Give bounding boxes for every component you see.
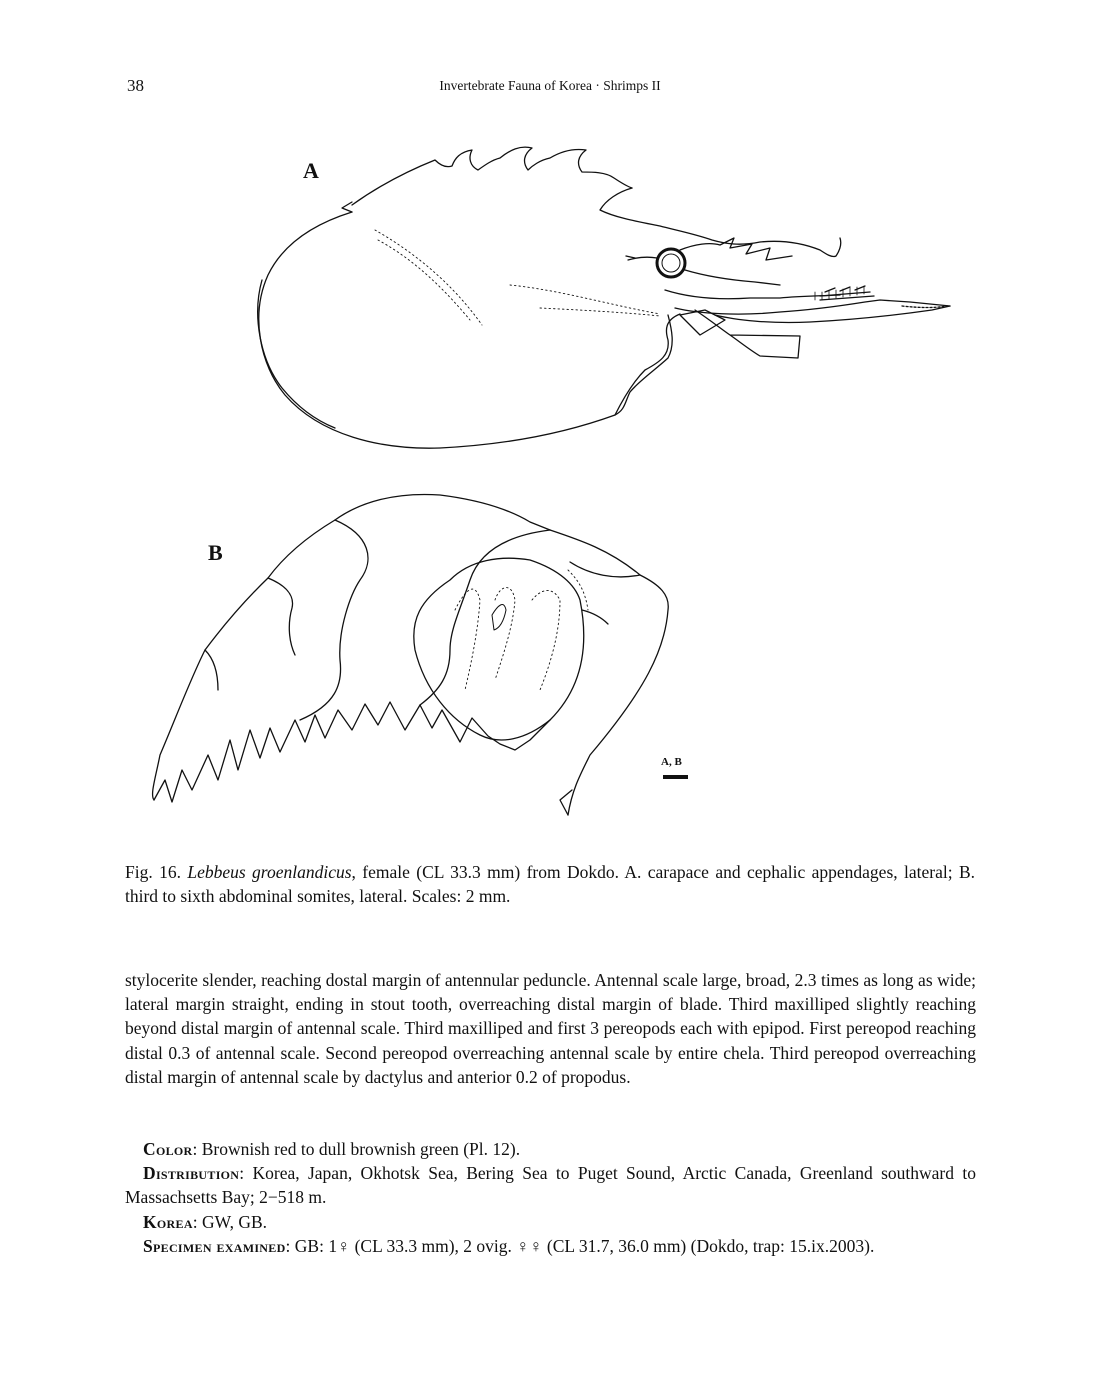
color-heading: Color <box>143 1139 193 1159</box>
panel-b-label: B <box>208 540 223 565</box>
korea-heading: Korea <box>143 1212 193 1232</box>
specimen-section <box>125 1234 994 1258</box>
distribution-heading: Distribution <box>143 1163 240 1183</box>
color-section <box>125 1137 994 1161</box>
carapace-drawing <box>258 147 950 448</box>
body-paragraph: stylocerite slender, reaching dostal margin of antennular peduncle. Antennal scale large, broad, 2.3 times as long as wide; lateral margin straight, ending in stout tooth, overreaching distal margin of blade. Third maxilliped slightly reaching beyond distal margin of antennal scale. Third maxilliped and first 3 pereopods each with epipod. First pereopod reaching distal 0.3 of antennal scale. Second pereopod overreaching antennal scale by entire chela. Third pereopod overreaching distal margin of antennal scale by dactylus and anterior 0.2 of propodus. <box>125 970 976 1087</box>
specimen-text: : GB: 1♀ (CL 33.3 mm), 2 ovig. ♀♀ (CL 31.7, 36.0 mm) (Dokdo, trap: 15.ix.2003). <box>285 1236 875 1256</box>
page-number: 38 <box>127 76 144 95</box>
abdomen-drawing <box>153 494 669 815</box>
shrimp-illustration <box>120 130 1000 830</box>
scale-label: A, B <box>661 756 682 768</box>
distribution-text: : Korea, Japan, Okhotsk Sea, Bering Sea to Puget Sound, Arctic Canada, Greenland southward to Massachsetts Bay; 2−518 m. <box>125 1163 976 1208</box>
running-head: Invertebrate Fauna of Korea · Shrimps II <box>439 78 661 93</box>
distribution-section <box>125 1161 976 1209</box>
korea-section <box>125 1210 994 1234</box>
color-text: : Brownish red to dull brownish green (Pl. 12). <box>192 1139 521 1159</box>
scale-bar <box>663 775 688 779</box>
caption-prefix: Fig. 16. <box>125 862 181 882</box>
figure-16 <box>120 130 1000 830</box>
specimen-heading: Specimen examined <box>143 1236 286 1256</box>
caption-text: , female (CL 33.3 mm) from Dokdo. A. carapace and cephalic appendages, lateral; B. third to sixth abdominal somites, lateral. Scales: 2 mm. <box>125 862 975 906</box>
korea-text: : GW, GB. <box>192 1212 268 1232</box>
panel-a-label: A <box>303 158 319 183</box>
figure-caption <box>125 860 975 908</box>
caption-species: Lebbeus groenlandicus <box>187 862 352 882</box>
